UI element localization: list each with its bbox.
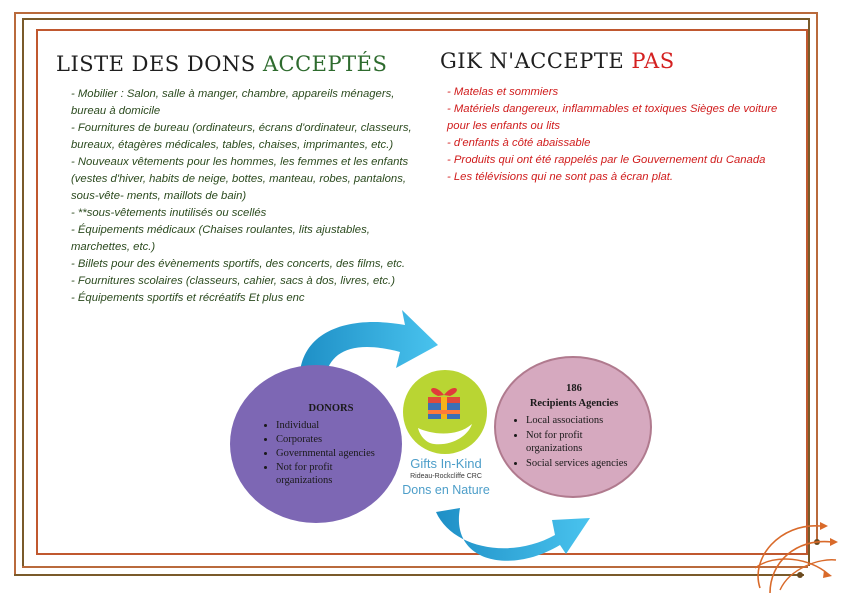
list-item: - Matelas et sommiers (447, 86, 559, 98)
list-item: • Governmental agencies (276, 447, 376, 460)
recipients-list (514, 414, 634, 470)
list-item: - Équipements médicaux (Chaises roulantes, lits ajustables, marchettes, etc.) (71, 224, 370, 253)
list-item: - Nouveaux vêtements pour les hommes, les femmes et les enfants (vestes d'hiver, habits de neige, bottes, manteau, robes, pantalons, sous-vête- ments, maillots de bain) (71, 156, 409, 202)
list-item: - Fournitures scolaires (classeurs, cahier, sacs à dos, livres, etc.) (71, 275, 395, 287)
list-item: - Équipements sportifs et récréatifs Et plus enc (71, 292, 305, 304)
list-item: - Produits qui ont été rappelés par le Gouvernement du Canada (447, 154, 766, 166)
logo-name-fr: Dons en Nature (402, 483, 490, 497)
list-item: - d'enfants à côté abaissable (447, 137, 591, 149)
recipients-panel (514, 382, 634, 472)
donors-panel (256, 402, 376, 488)
list-item: - Fournitures de bureau (ordinateurs, écrans d'ordinateur, classeurs, bureaux, étagères médicales, tables, chaises, imprimantes, etc.) (71, 122, 412, 151)
logo-subtitle: Rideau-Rockcliffe CRC (410, 473, 482, 480)
list-item: • Social services agencies (526, 457, 634, 470)
logo-name: Gifts In-Kind (410, 456, 482, 471)
list-item: - Mobilier : Salon, salle à manger, chambre, appareils ménagers, bureau à domicile (71, 88, 395, 117)
donors-list (256, 419, 376, 487)
recipients-count: 186 (566, 383, 582, 394)
list-item: • Not for profit organizations (526, 429, 634, 455)
list-item: - Matériels dangereux, inflammables et toxiques Sièges de voiture pour les enfants ou lits (447, 103, 778, 132)
accepted-title-accent: ACCEPTÉS (262, 52, 388, 76)
list-item: - Les télévisions qui ne sont pas à écran plat. (447, 171, 674, 183)
accepted-title-main: LISTE DES DONS (56, 52, 263, 76)
recipients-title: Recipients Agencies (529, 398, 619, 409)
donors-title: DONORS (308, 403, 354, 414)
not-accepted-title-main: GIK N'ACCEPTE (440, 49, 632, 73)
flow-arrow-bottom (436, 508, 590, 561)
not-accepted-title-accent: PAS (631, 49, 675, 73)
list-item: • Local associations (526, 414, 634, 427)
list-item: - Billets pour des évènements sportifs, des concerts, des films, etc. (71, 258, 406, 270)
list-item: • Individual (276, 419, 376, 432)
list-item: • Not for profit organizations (276, 461, 376, 487)
list-item: - **sous-vêtements inutilisés ou scellés (71, 207, 267, 219)
list-item: • Corporates (276, 433, 376, 446)
